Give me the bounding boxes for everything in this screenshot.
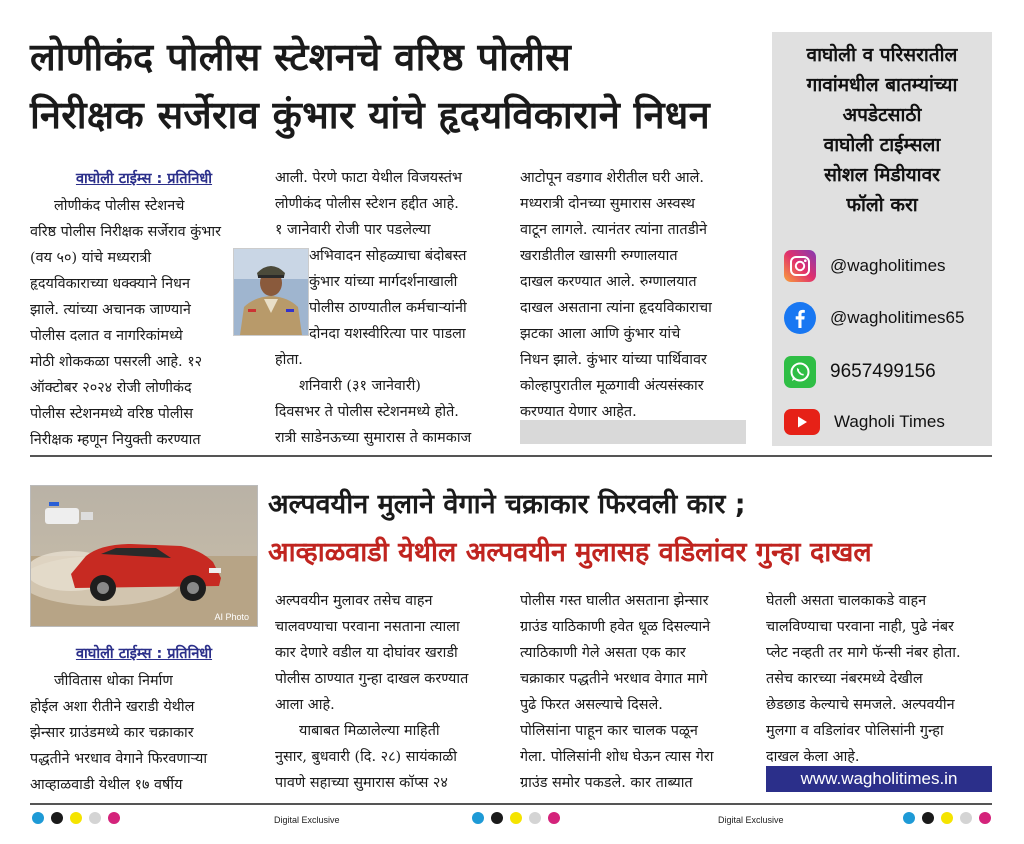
article2-col1-line: झेन्सार ग्राउंडमध्ये कार चक्राकार	[30, 725, 194, 741]
article2-col3-line: पोलिसांना पाहून कार चालक पळून	[520, 723, 698, 739]
article1-col1-text	[30, 193, 258, 453]
facebook-icon	[784, 302, 816, 334]
article1-col2-line: दोनदा यशस्वीरित्या पार पाडला	[309, 326, 466, 342]
article2-col4-line: दाखल केला आहे.	[766, 749, 860, 765]
article2-col2-line: अल्पवयीन मुलावर तसेच वाहन	[275, 593, 433, 609]
sidebar-text-line: गावांमधील बातम्यांच्या	[806, 74, 958, 96]
registration-dot	[472, 812, 484, 824]
article2-col2-text	[275, 588, 503, 796]
sidebar-text-line: फॉलो करा	[846, 194, 918, 216]
sidebar-text-line: अपडेटसाठी	[842, 104, 922, 126]
article2-col1-line: होईल अशा रीतीने खराडी येथील	[30, 699, 195, 715]
article1-col2-line: आली. पेरणे फाटा येथील विजयस्तंभ	[275, 170, 463, 186]
article1-col1-line: निरीक्षक म्हणून नियुक्ती करण्यात	[30, 432, 201, 448]
website-link[interactable]: www.wagholitimes.in	[766, 766, 992, 792]
photo-caption: AI Photo	[214, 612, 249, 622]
article1-col1-line: लोणीकंद पोलीस स्टेशनचे	[54, 198, 185, 214]
article1-col1-line: मोठी शोककळा पसरली आहे. १२	[30, 354, 203, 370]
article1-col3-line: दाखल करण्यात आले. रुग्णालयात	[520, 274, 697, 290]
registration-dot	[548, 812, 560, 824]
article2-col1-line: पद्धतीने भरधाव वेगाने फिरवणाऱ्या	[30, 751, 208, 767]
sidebar-text-line: सोशल मिडीयावर	[824, 164, 940, 186]
article1-col2-line: अभिवादन सोहळ्याचा बंदोबस्त	[309, 248, 467, 264]
instagram-handle: @wagholitimes	[830, 256, 946, 275]
article1-col1-line: पोलीस स्टेशनमध्ये वरिष्ठ पोलीस	[30, 406, 194, 422]
article1-col2-line: शनिवारी (३१ जानेवारी)	[299, 378, 421, 394]
article1-col3-line: मध्यरात्री दोनच्या सुमारास अस्वस्थ	[520, 196, 695, 212]
facebook-handle: @wagholitimes65	[830, 308, 965, 327]
article2-col2-line: चालवण्याचा परवाना नसताना त्याला	[275, 619, 460, 635]
registration-dot	[922, 812, 934, 824]
car-photo	[30, 485, 258, 627]
article2-byline: वाघोली टाईम्स : प्रतिनिधी	[75, 646, 213, 662]
youtube-channel: Wagholi Times	[834, 412, 945, 431]
registration-dots-right	[903, 812, 998, 824]
registration-dot	[108, 812, 120, 824]
sidebar-text-line: वाघोली व परिसरातील	[806, 44, 958, 66]
article2-col2-line: पोलीस ठाण्यात गुन्हा दाखल करण्यात	[275, 671, 469, 687]
article2-column-4	[766, 588, 994, 770]
article1-col1-line: पोलीस दलात व नागरिकांमध्ये	[30, 328, 183, 344]
article2-col3-line: त्याठिकाणी गेले असता एक कार	[520, 645, 686, 661]
article1-col1-line: वरिष्ठ पोलीस निरीक्षक सर्जेराव कुंभार	[30, 224, 222, 240]
article1-byline: वाघोली टाईम्स : प्रतिनिधी	[75, 171, 213, 187]
officer-photo	[233, 248, 309, 336]
footer-label-left: Digital Exclusive	[274, 815, 340, 825]
article1-headline-line1: लोणीकंद पोलीस स्टेशनचे वरिष्ठ पोलीस	[30, 35, 572, 79]
footer-label-right: Digital Exclusive	[718, 815, 784, 825]
article1-col2-text	[275, 165, 503, 451]
article1-col3-line: झटका आला आणि कुंभार यांचे	[520, 326, 681, 342]
registration-dots-center	[472, 812, 567, 824]
article2-column-2	[275, 588, 503, 796]
article2-col2-line: नुसार, बुधवारी (दि. २८) सायंकाळी	[275, 749, 457, 765]
registration-dot	[510, 812, 522, 824]
article2-col2-line: पावणे सहाच्या सुमारास कॉप्स २४	[275, 775, 448, 791]
youtube-row[interactable]	[784, 404, 994, 440]
article2-subheadline: आव्हाळवाडी येथील अल्पवयीन मुलासह वडिलांवर गुन्हा दाखल	[268, 537, 872, 568]
article1-column-3	[520, 165, 748, 425]
registration-dot	[960, 812, 972, 824]
article1-col3-text	[520, 165, 748, 425]
article1-col2-line: रात्री साडेनऊच्या सुमारास ते कामकाज	[275, 430, 472, 446]
article1-col1-line: झाले. त्यांच्या अचानक जाण्याने	[30, 302, 191, 318]
article1-col2-line: पोलीस ठाण्यातील कर्मचाऱ्यांनी	[309, 300, 467, 316]
article1-col2-line: होता.	[275, 352, 303, 368]
article2-col2-line: याबाबत मिळालेल्या माहिती	[299, 723, 440, 739]
article1-col2-line: कुंभार यांच्या मार्गदर्शनाखाली	[309, 274, 458, 290]
article2-col3-line: गेला. पोलिसांनी शोध घेऊन त्यास गेरा	[520, 749, 714, 765]
registration-dot	[979, 812, 991, 824]
article2-col3-line: पुढे फिरत असल्याचे दिसले.	[520, 697, 663, 713]
facebook-row[interactable]	[784, 300, 994, 336]
article2-col1-line: आव्हाळवाडी येथील १७ वर्षीय	[30, 777, 183, 793]
column-end-strip	[520, 420, 746, 444]
article1-column-1	[30, 165, 258, 453]
article1-headline	[30, 28, 760, 144]
article2-col4-text	[766, 588, 994, 770]
article2-col4-line: तसेच कारच्या नंबरमध्ये देखील	[766, 671, 923, 687]
article1-col1-line: (वय ५०) यांचे मध्यरात्री	[30, 250, 152, 266]
registration-dot	[903, 812, 915, 824]
article2-column-3	[520, 588, 748, 796]
article1-col3-line: करण्यात येणार आहेत.	[520, 404, 637, 420]
article2-col2-line: कार देणारे वडील या दोघांवर खराडी	[275, 645, 458, 661]
article1-col2-line: दिवसभर ते पोलीस स्टेशनमध्ये होते.	[275, 404, 459, 420]
article2-col3-line: चक्राकार पद्धतीने भरधाव वेगात मागे	[520, 671, 708, 687]
article2-col2-line: आला आहे.	[275, 697, 335, 713]
article1-col3-line: आटोपून वडगाव शेरीतील घरी आले.	[520, 170, 704, 186]
article1-headline-line2: निरीक्षक सर्जेराव कुंभार यांचे हृदयविकाराने निधन	[30, 93, 710, 137]
article1-col1-line: ऑक्टोबर २०२४ रोजी लोणीकंद	[30, 380, 192, 396]
article2-col1-text	[30, 668, 258, 798]
article2-col3-line: पोलीस गस्त घालीत असताना झेन्सार	[520, 593, 709, 609]
registration-dot	[51, 812, 63, 824]
article1-col1-line: हृदयविकाराच्या धक्क्याने निधन	[30, 276, 190, 292]
registration-dot	[941, 812, 953, 824]
article2-col4-line: मुलगा व वडिलांवर पोलिसांनी गुन्हा	[766, 723, 944, 739]
section-divider	[30, 455, 992, 457]
instagram-row[interactable]	[784, 248, 994, 284]
registration-dot	[491, 812, 503, 824]
article2-column-1	[30, 640, 258, 798]
whatsapp-icon	[784, 356, 816, 388]
registration-dots-left	[32, 812, 127, 824]
article2-headline: अल्पवयीन मुलाने वेगाने चक्राकार फिरवली कार ;	[268, 489, 746, 520]
registration-dot	[529, 812, 541, 824]
article2-col3-line: ग्राउंड समोर पकडले. कार ताब्यात	[520, 775, 693, 791]
sidebar-follow-text	[772, 40, 992, 220]
article2-col3-text	[520, 588, 748, 796]
article1-col3-line: कोल्हापुरातील मूळगावी अंत्यसंस्कार	[520, 378, 704, 394]
article1-col2-line: लोणीकंद पोलीस स्टेशन हद्दीत आहे.	[275, 196, 459, 212]
article1-col3-line: वाटून लागले. त्यानंतर त्यांना तातडीने	[520, 222, 708, 238]
article2-col4-line: चालविण्याचा परवाना नाही, पुढे नंबर	[766, 619, 954, 635]
whatsapp-number: 9657499156	[830, 361, 936, 382]
article2-col4-line: घेतली असता चालकाकडे वाहन	[766, 593, 927, 609]
youtube-icon	[784, 409, 820, 435]
article2-col1-line: जीवितास धोका निर्माण	[54, 673, 173, 689]
sidebar-text-line: वाघोली टाईम्सला	[823, 134, 941, 156]
registration-dot	[89, 812, 101, 824]
instagram-icon	[784, 250, 816, 282]
registration-dot	[70, 812, 82, 824]
article1-column-2	[275, 165, 503, 451]
article1-col3-line: निधन झाले. कुंभार यांच्या पार्थिवावर	[520, 352, 707, 368]
whatsapp-row[interactable]	[784, 354, 994, 390]
article2-col3-line: ग्राउंड याठिकाणी हवेत धूळ दिसल्याने	[520, 619, 711, 635]
registration-dot	[32, 812, 44, 824]
article1-col2-line: १ जानेवारी रोजी पार पडलेल्या	[275, 222, 431, 238]
article2-col4-line: छेडछाड केल्याचे समजले. अल्पवयीन	[766, 697, 955, 713]
footer-rule	[30, 803, 992, 805]
article2-col4-line: प्लेट नव्हती तर मागे फॅन्सी नंबर होता.	[766, 645, 961, 661]
article1-col3-line: दाखल असताना त्यांना हृदयविकाराचा	[520, 300, 712, 316]
article1-col3-line: खराडीतील खासगी रुग्णालयात	[520, 248, 678, 264]
